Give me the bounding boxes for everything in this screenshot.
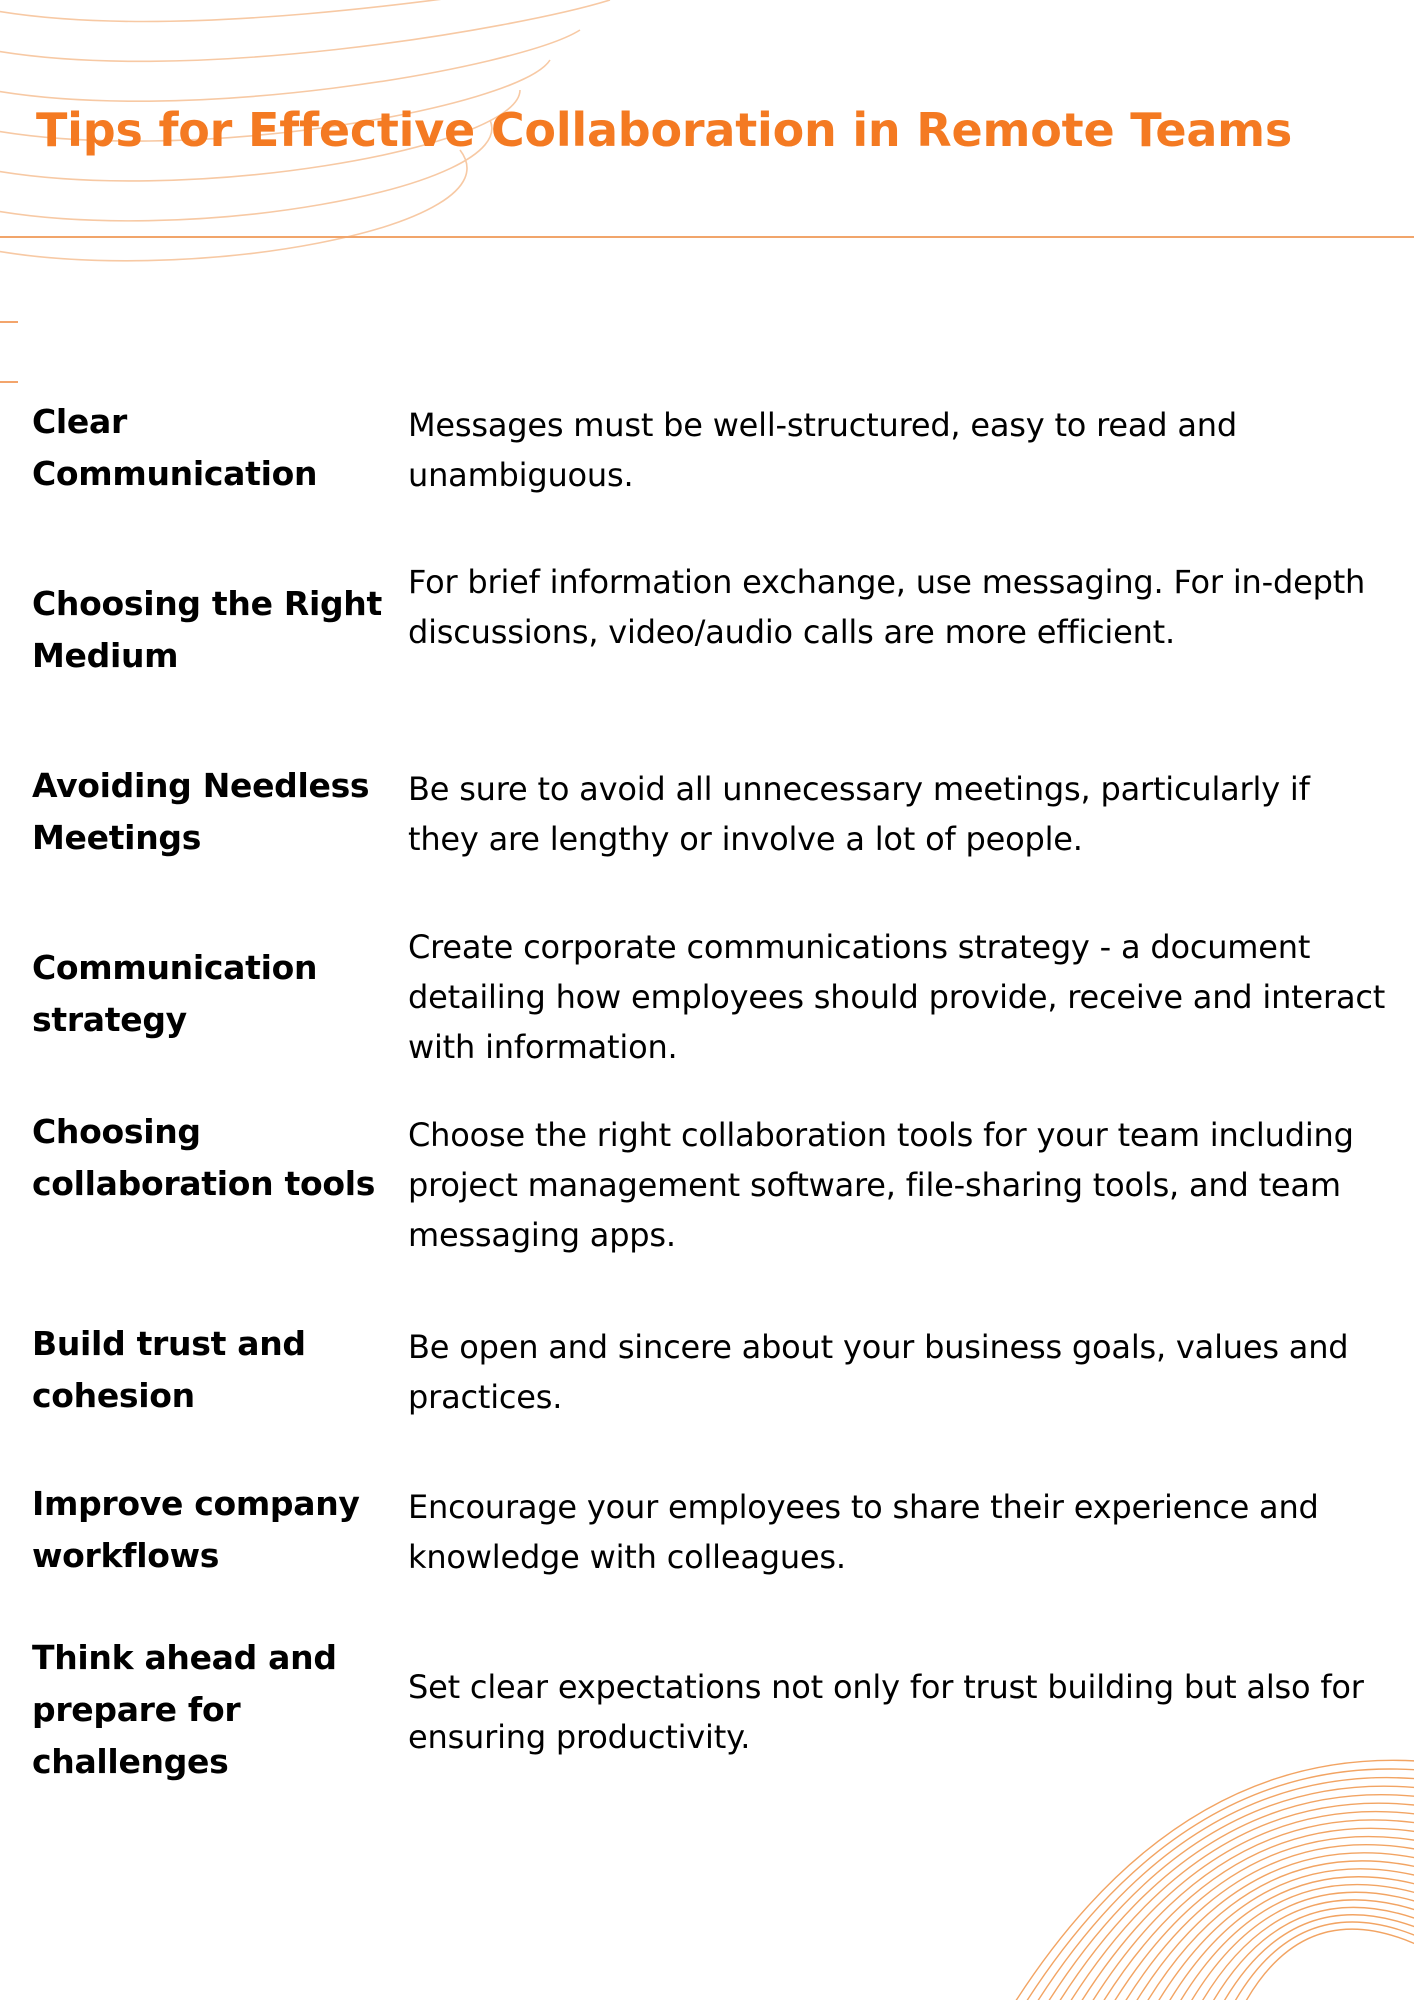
tip-description: Be sure to avoid all unnecessary meetings, particularly if they are lengthy or involve a lot of people.: [408, 770, 1310, 858]
page-title: Tips for Effective Collaboration in Remote Teams: [36, 103, 1293, 157]
tip-name: Avoiding Needless Meetings: [32, 766, 370, 857]
tip-description: Encourage your employees to share their experience and knowledge with colleagues.: [408, 1488, 1319, 1576]
tip-description: Set clear expectations not only for trust building but also for ensuring productivity.: [408, 1668, 1364, 1756]
tip-description: For brief information exchange, use messaging. For in-depth discussions, video/audio calls are more efficient.: [408, 563, 1366, 651]
tip-name: Choosing collaboration tools: [32, 1112, 376, 1203]
tip-description: Create corporate communications strategy - a document detailing how employees should provide, receive and interact with information.: [408, 928, 1386, 1066]
tip-name: Build trust and cohesion: [32, 1324, 306, 1415]
tip-name: Choosing the Right Medium: [32, 584, 382, 675]
tip-description: Choose the right collaboration tools for your team including project management software, file-sharing tools, and team messaging apps.: [408, 1116, 1354, 1254]
tip-name: Clear Communication: [32, 402, 318, 493]
tip-name: Improve company workflows: [32, 1484, 360, 1575]
tip-description: Messages must be well-structured, easy to read and unambiguous.: [408, 406, 1237, 494]
tip-name: Communication strategy: [32, 948, 318, 1039]
tip-description: Be open and sincere about your business goals, values and practices.: [408, 1328, 1349, 1416]
tip-name: Think ahead and prepare for challenges: [32, 1638, 337, 1781]
